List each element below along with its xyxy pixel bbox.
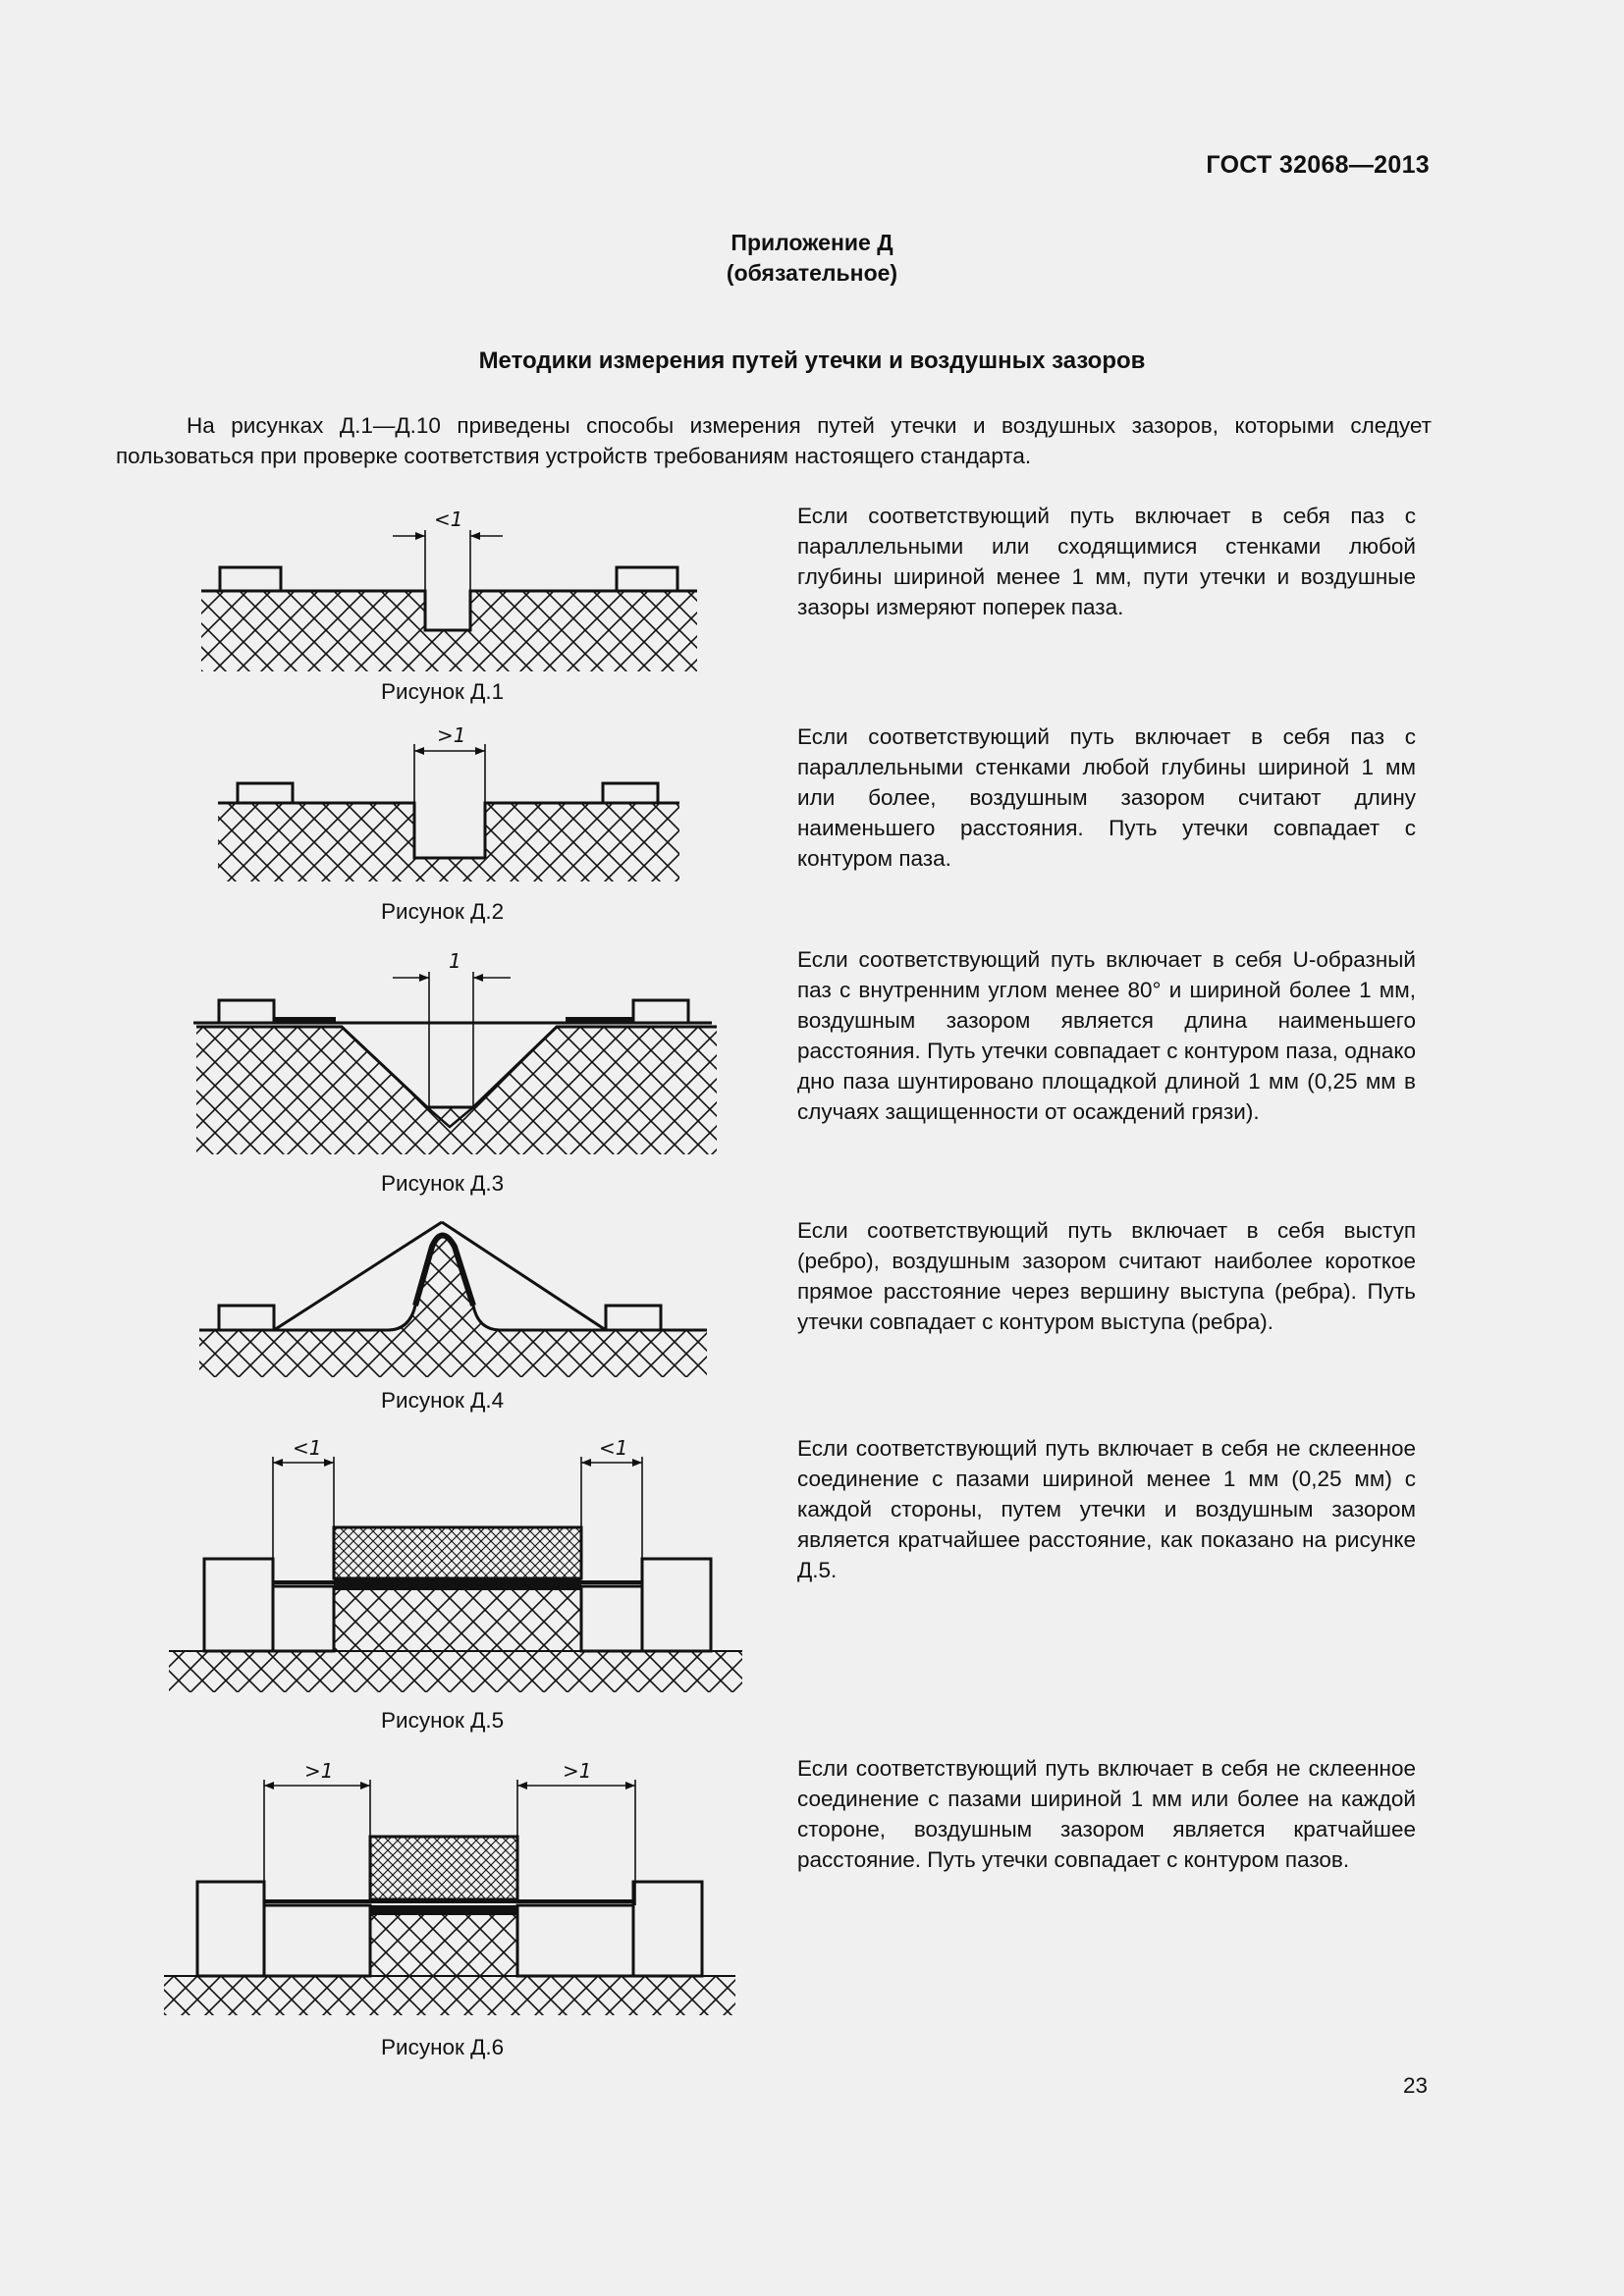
figure-d6-drawing	[162, 1752, 741, 2017]
figure-d3-drawing	[191, 944, 722, 1155]
figure-d1-dimension: <1	[434, 507, 463, 531]
figure-d5-caption: Рисунок Д.5	[381, 1708, 505, 1733]
figure-d3-dimension: 1	[449, 949, 461, 973]
figure-d6-text: Если соответствующий путь включает в себя не склеенное соединение с пазами шириной 1 мм или более на каждой стороне, воздушным зазором является кратчайшее расстояние. Путь утечки совпадает с контуром пазов.	[797, 1756, 1416, 1872]
figure-d3-caption: Рисунок Д.3	[381, 1171, 505, 1196]
annex-status: (обязательное)	[726, 260, 898, 286]
annex-title: Приложение Д	[731, 230, 893, 255]
figure-d5-dimension-left: <1	[293, 1436, 322, 1460]
figure-d6-caption: Рисунок Д.6	[381, 2035, 505, 2059]
figure-d4-caption: Рисунок Д.4	[381, 1388, 505, 1413]
figure-d3-text: Если соответствующий путь включает в себя U-образный паз с внутренним углом менее 80° и шириной более 1 мм, воздушным зазором является длина наименьшего расстояния. Путь утечки совпадает с контуром паза, однако дно паза шунтировано площадкой длиной 1 мм (0,25 мм в случаях защищенности от осаждений грязи).	[797, 947, 1416, 1124]
figure-d1-text: Если соответствующий путь включает в себя паз с параллельными или сходящимися стенками любой глубины шириной менее 1 мм, пути утечки и воздушные зазоры измеряют поперек паза.	[797, 504, 1416, 619]
annex-heading	[0, 228, 1624, 289]
figure-d1-caption: Рисунок Д.1	[381, 679, 505, 704]
intro-paragraph: На рисунках Д.1—Д.10 приведены способы измерения путей утечки и воздушных зазоров, которыми следует пользоваться при проверке соответствия устройств требованиям настоящего стандарта.	[116, 413, 1432, 468]
figure-d2-dimension: >1	[437, 723, 466, 747]
page-number: 23	[1402, 2073, 1428, 2098]
figure-d5-drawing	[167, 1433, 746, 1693]
section-title: Методики измерения путей утечки и воздушных зазоров	[478, 347, 1146, 374]
figure-d4-drawing	[191, 1212, 722, 1379]
standard-code: ГОСТ 32068—2013	[1206, 151, 1430, 179]
figure-d2-text: Если соответствующий путь включает в себя паз с параллельными стенками любой глубины шириной 1 мм или более, воздушным зазором считают длину наименьшего расстояния. Путь утечки совпадает с контуром паза.	[797, 724, 1416, 871]
figure-d6-dimension-left: >1	[304, 1759, 334, 1783]
figure-d5-text: Если соответствующий путь включает в себя не склеенное соединение с пазами шириной менее 1 мм (0,25 мм) с каждой стороны, путем утечки и воздушным зазором является кратчайшее расстояние, как показано на рисунке Д.5.	[797, 1436, 1416, 1582]
figure-d4-text: Если соответствующий путь включает в себя выступ (ребро), воздушным зазором считают наиболее короткое прямое расстояние через вершину выступа (ребра). Путь утечки совпадает с контуром выступа (ребра).	[797, 1218, 1416, 1334]
figure-d1-drawing	[196, 501, 707, 672]
figure-d6-dimension-right: >1	[563, 1759, 592, 1783]
figure-d2-drawing	[196, 724, 707, 881]
figure-d2-caption: Рисунок Д.2	[381, 899, 505, 924]
figure-d5-dimension-right: <1	[599, 1436, 628, 1460]
